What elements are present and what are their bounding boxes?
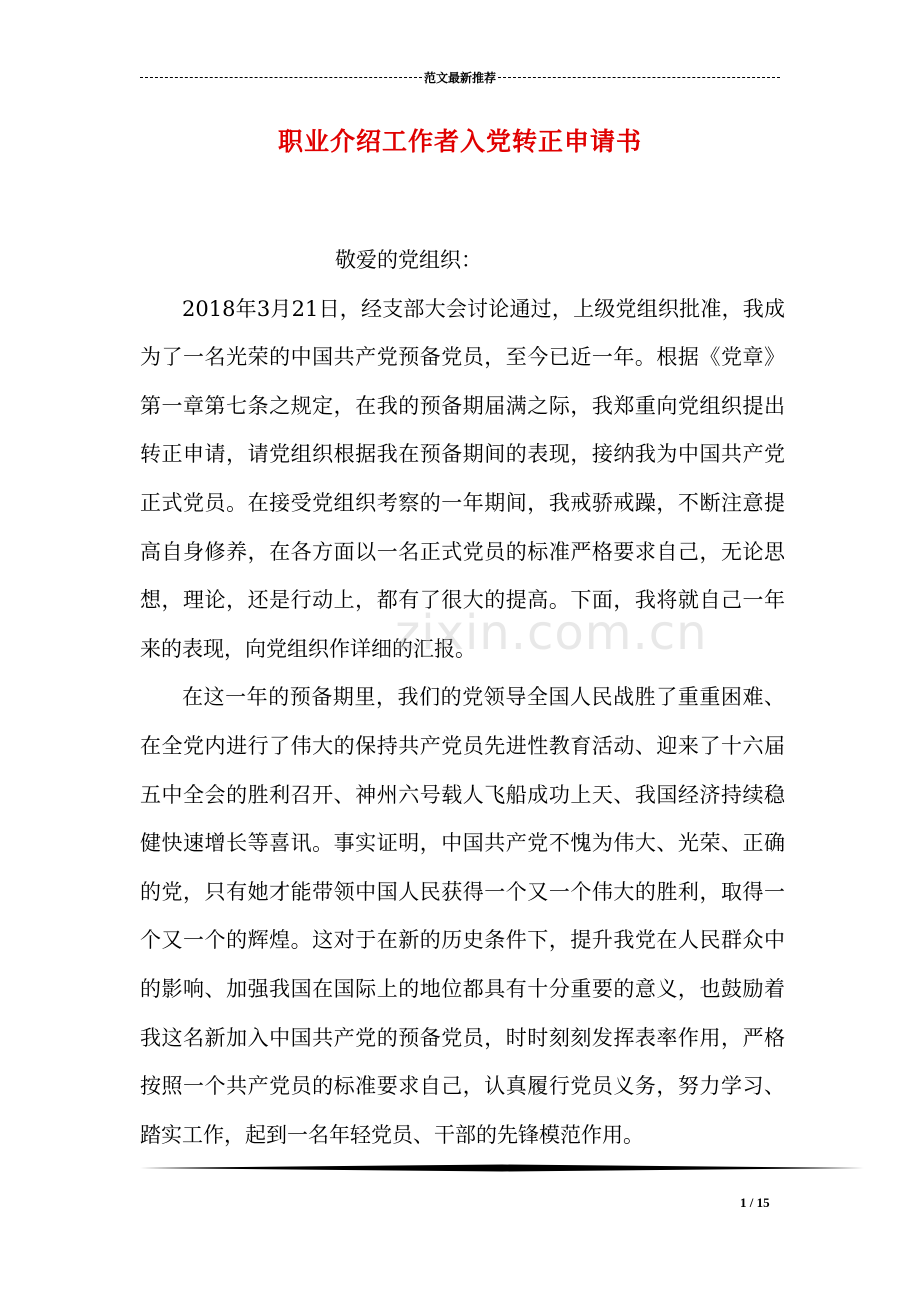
document-title: 职业介绍工作者入党转正申请书 [277,127,642,156]
paragraph: 在这一年的预备期里，我们的党领导全国人民战胜了重重困难、在全党内进行了伟大的保持共产党员先进性教育活动、迎来了十六届五中全会的胜利召开、神州六号载人飞船成功上天、我国经济持续稳健快速增长等喜讯。事实证明，中国共产党不愧为伟大、光荣、正确的党，只有她才能带领中国人民获得一个又一个伟大的胜利，取得一个又一个的辉煌。这对于在新的历史条件下，提升我党在人民群众中的影响、加强我国在国际上的地位都具有十分重要的意义，也鼓励着我这名新加入中国共产党的预备党员，时时刻刻发挥表率作用，严格按照一个共产党员的标准要求自己，认真履行党员义务，努力学习、踏实工作，起到一名年轻党员、干部的先锋模范作用。 [140,685,785,1147]
salutation: 敬爱的党组织： [335,248,482,272]
watermark: zixin.com.cn [395,605,708,661]
header-dash-left [140,77,422,78]
header-label: 范文最新推荐 [424,70,497,85]
header-banner [140,68,780,86]
document-body [140,236,785,1159]
paragraph: 2018年3月21日，经支部大会讨论通过，上级党组织批准，我成为了一名光荣的中国共产党预备党员，至今已近一年。根据《党章》第一章第七条之规定，在我的预备期届满之际，我郑重向党组织提出转正申请，请党组织根据我在预备期间的表现，接纳我为中国共产党正式党员。在接受党组织考察的一年期间，我戒骄戒躁，不断注意提高自身修养，在各方面以一名正式党员的标准严格要求自己，无论思想，理论，还是行动上，都有了很大的提高。下面，我将就自己一年来的表现，向党组织作详细的汇报。 [140,296,785,661]
header-dash-right [498,77,780,78]
page-number: 1 / 15 [740,1195,770,1210]
footer-rule [140,1164,864,1172]
